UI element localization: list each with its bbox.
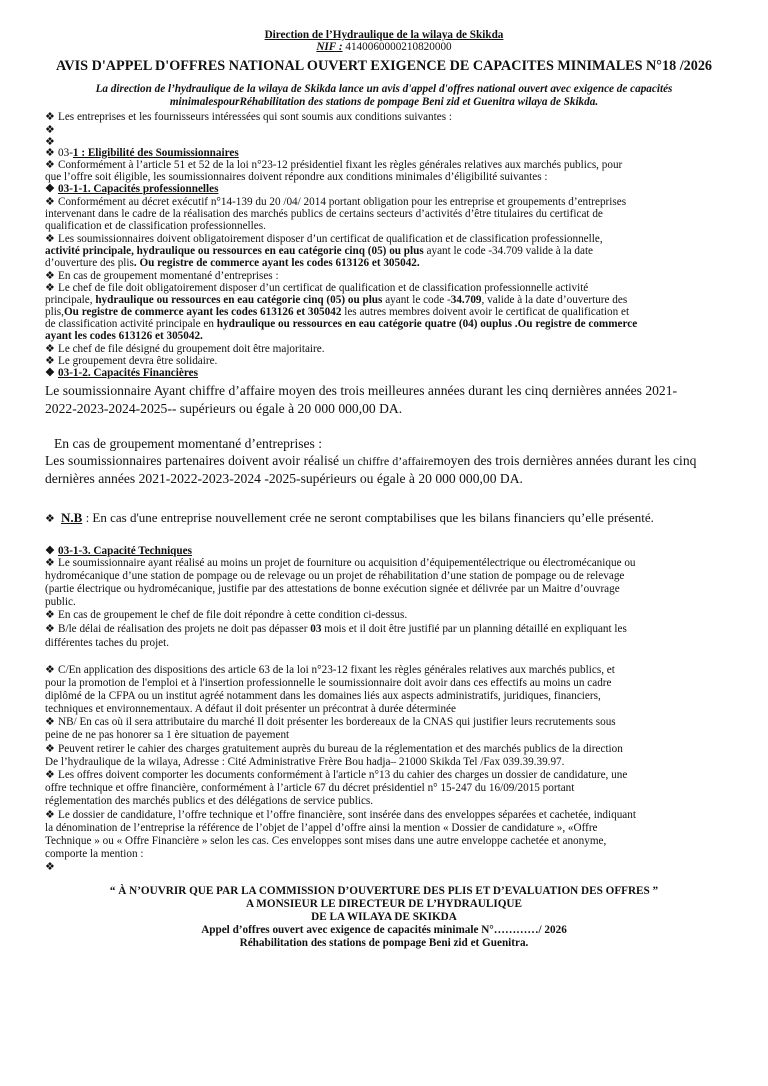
paragraph-2: ❖ Conformément à l’article 51 et 52 de la loi n°23-12 présidentiel fixant les règles générales relatives aux marchés publics, pour xyxy=(45,159,623,171)
paragraph-12-cont: (partie électrique ou hydromécanique, justifie par des attestations de bonne exécution signée et délivrée par un Maitre d’ouvrage xyxy=(45,583,620,595)
paragraph-6-cont: principale, hydraulique ou ressources en eau catégorie cinq (05) ou plus ayant le code -34.709, valide à la date d’ouverture des xyxy=(45,294,628,306)
paragraph-9: Le soumissionnaire Ayant chiffre d’affaire moyen des trois meilleures années durant les cinq dernières années 2021- xyxy=(45,383,678,398)
paragraph-19: ❖ Le dossier de candidature, l’offre technique et l’offre financière, sont insérée dans des enveloppes séparées et cachetée, indiquant xyxy=(45,809,636,821)
page-title: AVIS D'APPEL D'OFFRES NATIONAL OUVERT EXIGENCE DE CAPACITES MINIMALES N°18 /2026 xyxy=(55,58,713,74)
bullet-icon: ❖ xyxy=(45,270,55,282)
empty-bullet xyxy=(45,861,735,873)
paragraph-15-cont: diplômé de la CFPA ou un institut agréé notamment dans les domaines liés aux aspects administratifs, juridiques, financiers, xyxy=(45,690,601,702)
intro-line-1: La direction de l’hydraulique de la wilaya de Skikda lance un avis d'appel d'offres national ouvert avec exigence de capacités xyxy=(95,83,673,95)
bullet-icon: ❖ xyxy=(45,147,55,159)
paragraph-6: ❖ Le chef de file doit obligatoirement disposer d’un certificat de qualification et de classification professionnelle activité xyxy=(45,282,589,294)
paragraph-12-cont: hydromécanique d’une station de pompage ou de relevage ou un projet de réhabilitation d’une station de pompage ou de relevage xyxy=(45,570,625,582)
envelope-mention-line-1: “ À N’OUVRIR QUE PAR LA COMMISSION D’OUVERTURE DES PLIS ET D’EVALUATION DES OFFRES ” xyxy=(109,885,659,897)
bullet-icon: ❖ xyxy=(45,136,55,148)
intro-line-2: minimalespourRéhabilitation des stations de pompage Beni zid et Guenitra wilaya de Skikda. xyxy=(169,96,599,108)
paragraph-12: ❖ Le soumissionnaire ayant réalisé au moins un projet de fourniture ou acquisition d’équipementélectrique ou électromécanique ou xyxy=(45,557,636,569)
bullet-icon: ❖ xyxy=(45,716,55,728)
paragraph-1: ❖ Les entreprises et les fournisseurs intéressées qui sont soumis aux conditions suivantes : xyxy=(45,111,452,123)
paragraph-4-cont: d’ouverture des plis. Ou registre de commerce ayant les codes 613126 et 305042. xyxy=(45,257,420,269)
paragraph-3-cont: intervenant dans le cadre de la réalisation des marchés publics de certains secteurs d’activités d’être titulaires du certificat de xyxy=(45,208,603,220)
bullet-icon: ❖ xyxy=(45,664,55,676)
empty-bullet xyxy=(45,124,735,136)
paragraph-18-cont: réglementation des marchés publics et des délégations de service publics. xyxy=(45,795,374,807)
paragraph-2-cont: que l’offre soit éligible, les soumissionnaires doivent répondre aux conditions minimales d’éligibilité suivantes : xyxy=(45,171,548,183)
section-heading-0312: ❖ 03-1-2. Capacités Financières xyxy=(45,367,198,379)
paragraph-19-cont: la dénomination de l’entreprise la référence de l’objet de l’appel d’offre ainsi la mention « Dossier de candidature », «Offre xyxy=(45,822,598,834)
paragraph-6-cont: de classification activité principale en hydraulique ou ressources en eau catégorie quatre (04) ouplus .Ou registre de commerce xyxy=(45,318,638,330)
paragraph-6-cont: ayant les codes 613126 et 305042. xyxy=(45,330,203,342)
paragraph-17: ❖ Peuvent retirer le cahier des charges gratuitement auprès du bureau de la réglementation et des marchés publics de la direction xyxy=(45,743,623,755)
nif-line xyxy=(0,41,768,53)
bullet-icon: ❖ xyxy=(45,809,55,821)
paragraph-3: ❖ Conformément au décret exécutif n°14-139 du 20 /04/ 2014 portant obligation pour les entreprise et groupements d’entreprises xyxy=(45,196,627,208)
paragraph-14-cont: différentes taches du projet. xyxy=(45,637,170,649)
paragraph-4: ❖ Les soumissionnaires doivent obligatoirement disposer d’un certificat de qualification et de classification professionnelle, xyxy=(45,233,603,245)
envelope-mention-line-2: A MONSIEUR LE DIRECTEUR DE L’HYDRAULIQUE xyxy=(246,898,522,910)
bullet-icon: ❖ xyxy=(45,609,55,621)
nif-value: 4140060000210820000 xyxy=(342,41,452,53)
paragraph-8: ❖ Le groupement devra être solidaire. xyxy=(45,355,218,367)
bullet-icon: ❖ xyxy=(45,513,55,525)
bullet-icon: ❖ xyxy=(45,196,55,208)
paragraph-19-cont: comporte la mention : xyxy=(45,848,144,860)
paragraph-16-cont: peine de ne pas honorer sa 1 ère situation de payement xyxy=(45,729,290,741)
bullet-icon: ❖ xyxy=(45,623,55,635)
nif-label: NIF : xyxy=(316,41,343,53)
org-name: Direction de l’Hydraulique de la wilaya de Skikda xyxy=(264,29,504,41)
section-heading-0313: ❖ 03-1-3. Capacité Techniques xyxy=(45,545,192,557)
bullet-icon: ❖ xyxy=(45,743,55,755)
bullet-icon: ❖ xyxy=(45,183,55,195)
envelope-mention-line-3: DE LA WILAYA DE SKIKDA xyxy=(311,911,457,923)
bullet-icon: ❖ xyxy=(45,343,55,355)
paragraph-11: Les soumissionnaires partenaires doivent avoir réalisé un chiffre d’affairemoyen des trois dernières années durant les cinq xyxy=(45,453,697,468)
bullet-icon: ❖ xyxy=(45,233,55,245)
bullet-icon: ❖ xyxy=(45,111,55,123)
paragraph-14: ❖ B/le délai de réalisation des projets ne doit pas dépasser 03 mois et il doit être justifié par un planning détaillé en expliquant les xyxy=(45,623,627,635)
paragraph-18-cont: offre technique et offre financière, conformément à l’article 67 du décret présidentiel n° 15-247 du 16/09/2015 portant xyxy=(45,782,575,794)
paragraph-19-cont: Technique » ou « Offre Financière » selon les cas. Ces enveloppes sont mises dans une autre enveloppe cachetée et anonyme, xyxy=(45,835,607,847)
bullet-icon: ❖ xyxy=(45,124,55,136)
paragraph-18: ❖ Les offres doivent comporter les documents conformément à l'article n°13 du cahier des charges un dossier de candidature, une xyxy=(45,769,628,781)
paragraph-3-cont: qualification et de classification professionnelles. xyxy=(45,220,266,232)
bullet-icon: ❖ xyxy=(45,367,55,379)
bullet-icon: ❖ xyxy=(45,557,55,569)
envelope-mention-line-4: Appel d’offres ouvert avec exigence de capacités minimale N°…………/ 2026 xyxy=(201,924,567,936)
bullet-icon: ❖ xyxy=(45,159,55,171)
paragraph-11-cont: dernières années 2021-2022-2023-2024 -2025-supérieurs ou égale à 20 000 000,00 DA. xyxy=(45,471,523,486)
bullet-icon: ❖ xyxy=(45,545,55,557)
section-heading-031: ❖ 03-1 : Eligibilité des Soumissionnaires xyxy=(45,147,239,159)
paragraph-5: ❖ En cas de groupement momentané d’entreprises : xyxy=(45,270,279,282)
bullet-icon: ❖ xyxy=(45,282,55,294)
paragraph-10: En cas de groupement momentané d’entreprises : xyxy=(54,436,323,451)
paragraph-7: ❖ Le chef de file désigné du groupement doit être majoritaire. xyxy=(45,343,325,355)
bullet-icon: ❖ xyxy=(45,355,55,367)
paragraph-15-cont: techniques et environnementaux. A défaut il doit présenter un précontrat à durée déterminée xyxy=(45,703,456,715)
nb-note: ❖ N.B : En cas d'une entreprise nouvellement crée ne seront comptabilises que les bilans financiers qu’elle présenté. xyxy=(45,509,735,528)
paragraph-15-cont: pour la promotion de l'emploi et à l'insertion professionnelle le soumissionnaire doit avoir dans ces effectifs au moins un cadre xyxy=(45,677,612,689)
paragraph-9-cont: 2022-2023-2024-2025-- supérieurs ou égale à 20 000 000,00 DA. xyxy=(45,401,403,416)
paragraph-13: ❖ En cas de groupement le chef de file doit répondre à cette condition ci-dessus. xyxy=(45,609,408,621)
paragraph-6-cont: plis,Ou registre de commerce ayant les codes 613126 et 305042 les autres membres doivent avoir le certificat de qualification et xyxy=(45,306,630,318)
bullet-icon: ❖ xyxy=(45,861,55,873)
paragraph-4-cont: activité principale, hydraulique ou ressources en eau catégorie cinq (05) ou plus ayant le code -34.709 valide à la date xyxy=(45,245,594,257)
paragraph-17-cont: De l’hydraulique de la wilaya, Adresse : Cité Administrative Frère Bou hadja– 21000 Skikda Tel /Fax 039.39.39.97. xyxy=(45,756,565,768)
paragraph-15: ❖ C/En application des dispositions des article 63 de la loi n°23-12 fixant les règles générales relatives aux marchés publics, et xyxy=(45,664,615,676)
paragraph-12-cont: public. xyxy=(45,596,76,608)
bullet-icon: ❖ xyxy=(45,769,55,781)
envelope-mention-line-5: Réhabilitation des stations de pompage Beni zid et Guenitra. xyxy=(239,937,529,949)
section-heading-0311: ❖ 03-1-1. Capacités professionnelles xyxy=(45,183,219,195)
paragraph-16: ❖ NB/ En cas où il sera attributaire du marché Il doit présenter les bordereaux de la CNAS qui justifier leurs recrutements sous xyxy=(45,716,616,728)
